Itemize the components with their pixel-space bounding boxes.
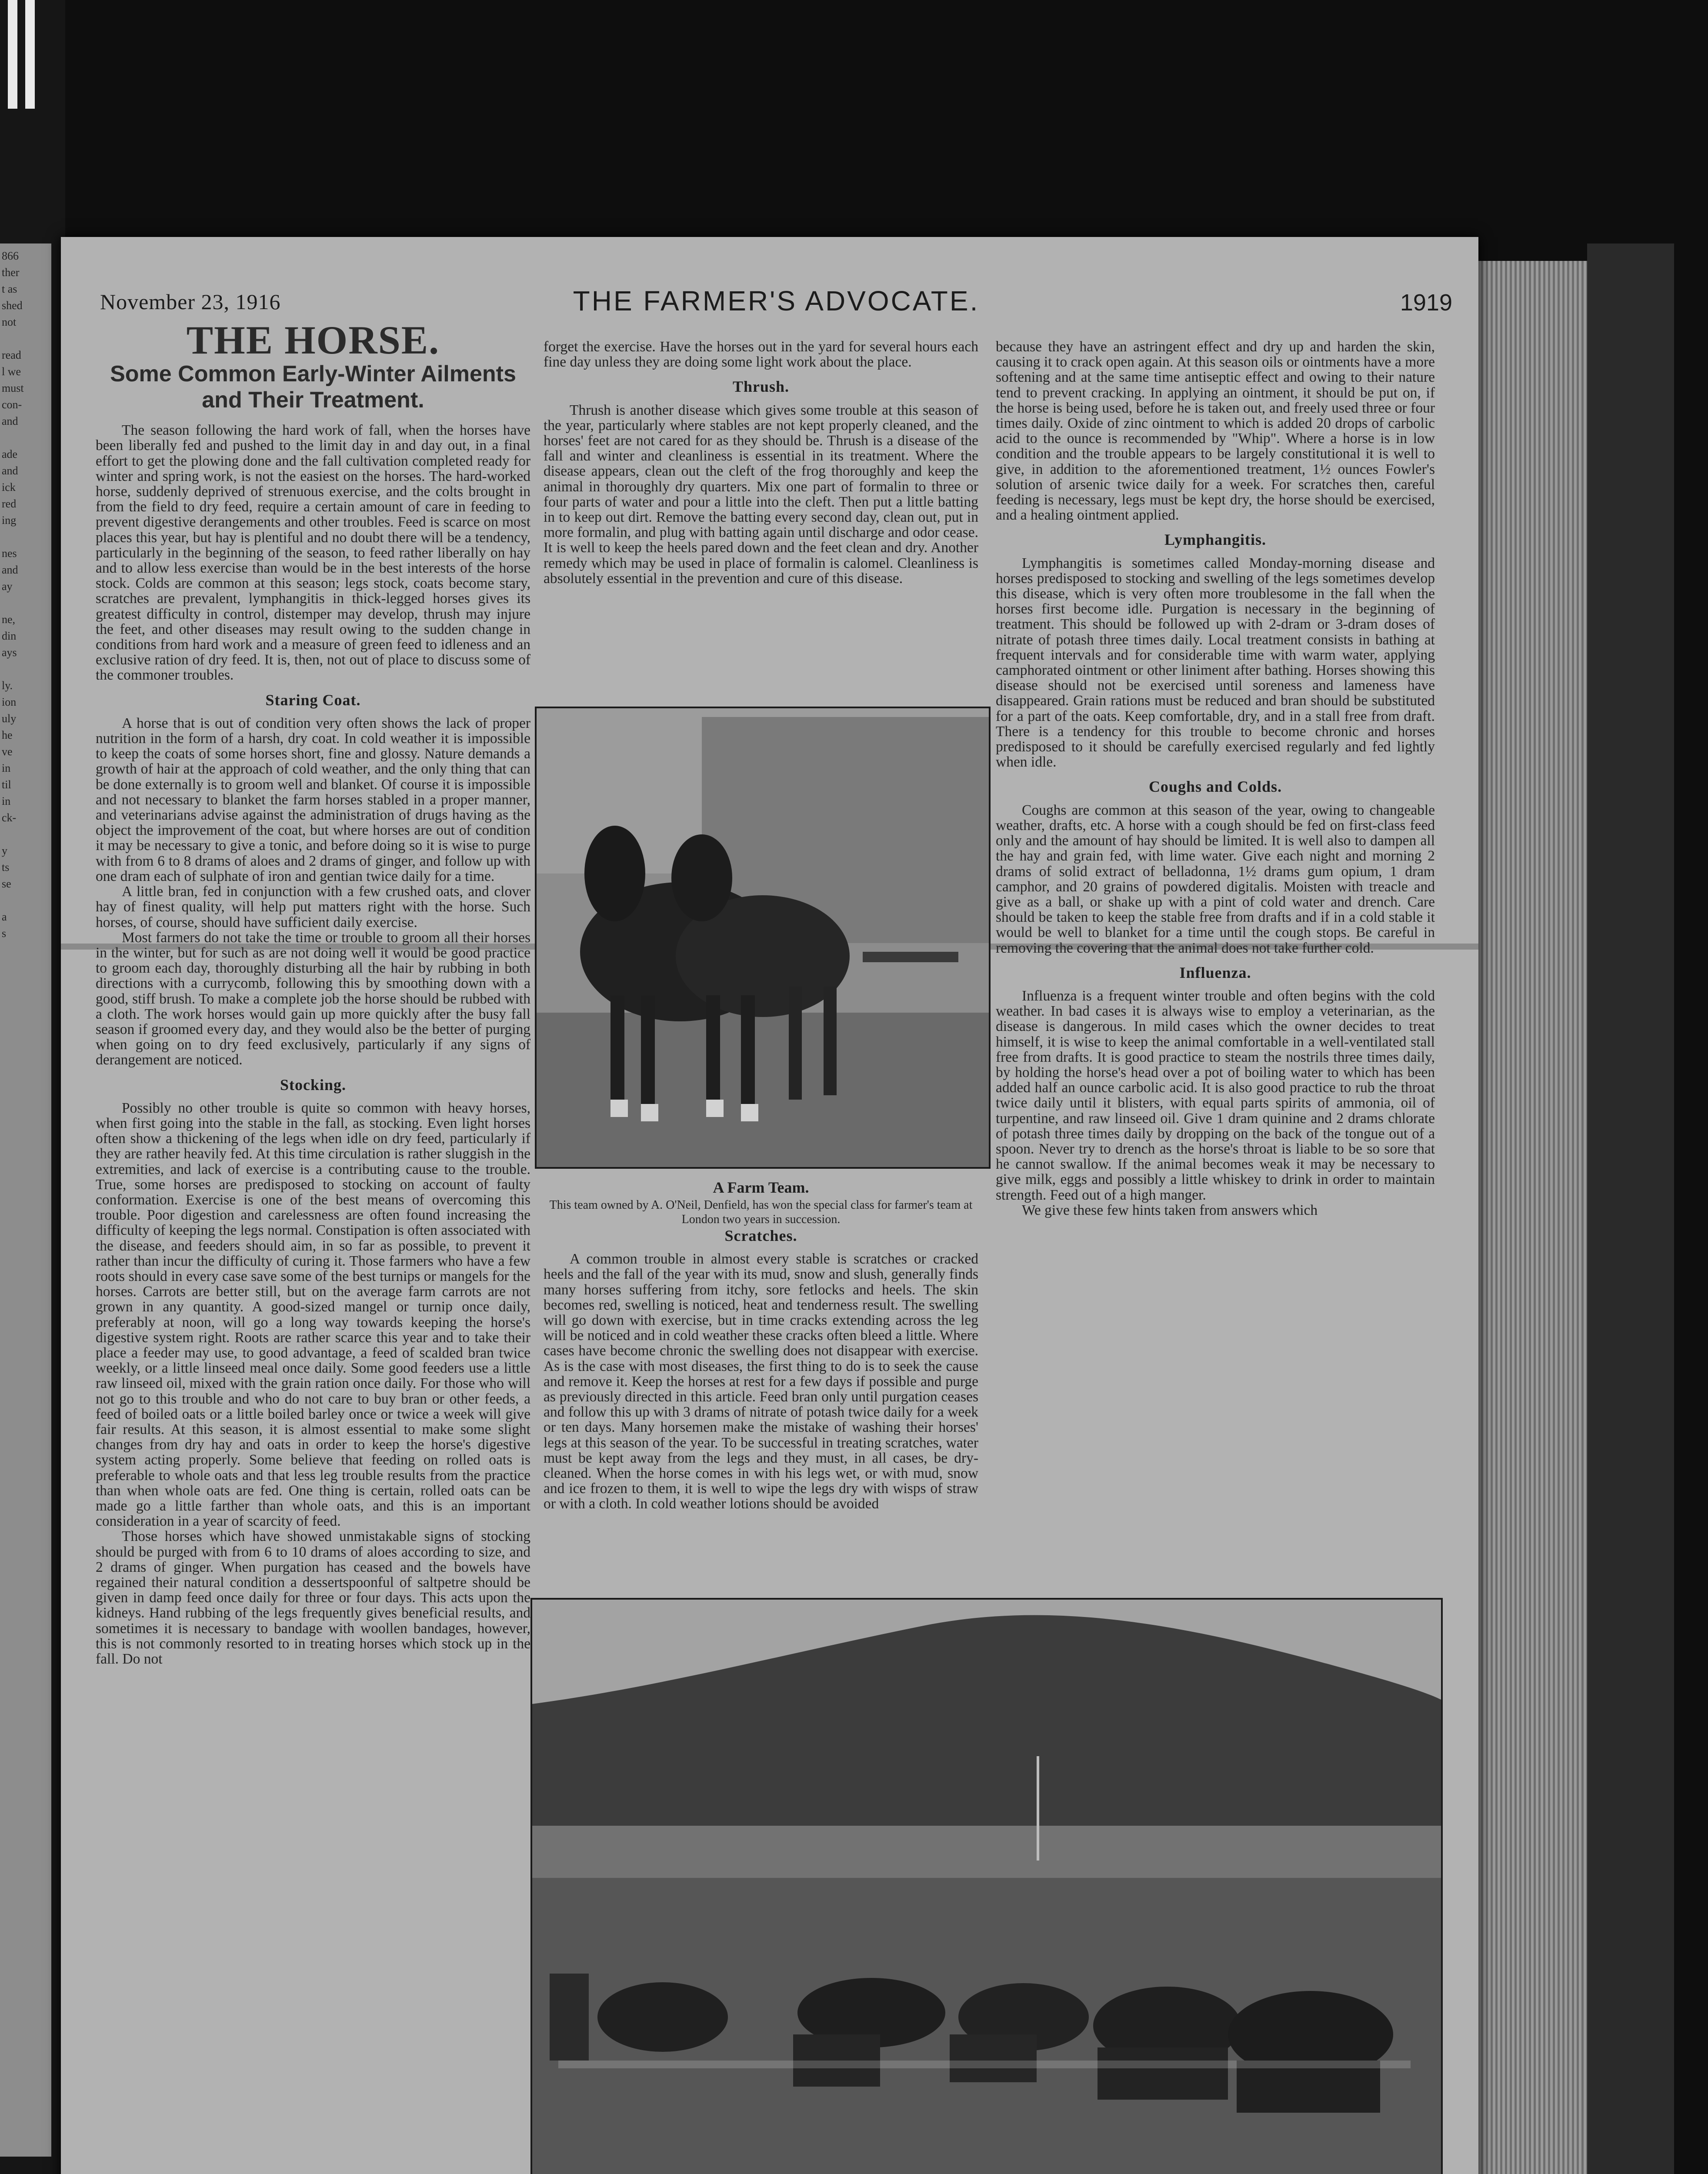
edge-text-fragment: must bbox=[2, 382, 24, 394]
paragraph: forget the exercise. Have the horses out in the yard for several hours each fine day unless they are doing some light work about the place. bbox=[544, 339, 978, 370]
department-heading: THE HORSE. bbox=[186, 318, 440, 362]
section-heading-influenza: Influenza. bbox=[1179, 964, 1251, 981]
edge-text-fragment: red bbox=[2, 497, 17, 510]
edge-text-fragment: he bbox=[2, 729, 13, 741]
paragraph: Most farmers do not take the time or trouble to groom all their horses in the winter, but for such as are not doing well it would be good practice to groom each day, thoroughly disturbing all the hair by rubbing in both directions with a currycomb, following this by smoothing down with a good, stiff brush. To make a complete job the horse should be rubbed with a cloth. The work horses would gain up more quickly after the busy fall season if groomed every day, and they would also be the better of purging when going on to dry feed exclusively, particularly if any signs of derangement are noticed. bbox=[96, 929, 530, 1068]
film-sprocket bbox=[8, 0, 17, 109]
edge-text-fragment: 866 bbox=[2, 250, 19, 262]
edge-text-fragment: ther bbox=[2, 266, 20, 279]
edge-text-fragment: ion bbox=[2, 696, 17, 708]
edge-text-fragment: in bbox=[2, 762, 11, 774]
edge-text-fragment: ing bbox=[2, 514, 17, 527]
edge-text-fragment: y bbox=[2, 844, 7, 857]
edge-text-fragment: and bbox=[2, 464, 18, 477]
section-heading-coughs-and-colds: Coughs and Colds. bbox=[1148, 778, 1282, 796]
farm-team-photo bbox=[535, 707, 991, 1169]
edge-text-fragment bbox=[2, 529, 50, 545]
paragraph: Possibly no other trouble is quite so common with heavy horses, when first going into the stable in the fall, as stocking. Even light horses often show a thickening of the legs when idle on dry feed, particularly if they are rather heavily fed. At this time circulation is rather sluggish in the extremities, and lack of exercise is a contributing cause to the trouble. True, some horses are predisposed to stocking on account of faulty conformation. Exercise is one of the best means of overcoming this trouble. Poor digestion and carelessness are often found increasing the difficulty of keeping the legs normal. Constipation is often associated with the disease, and feeders should aim, in so far as possible, to prevent it rather than incur the difficulty of curing it. Those farmers who have a few roots should in every case save some of the best turnips or mangels for the horses. Carrots are better still, but on the average farm carrots are not grown in any quantity. A good-sized mangel or turnip once daily, preferably at noon, will go a long way towards keeping the horse's digestive system right. Roots are rather scarce this year and to take their place a feeder may use, to good advantage, a feed of scalded bran twice weekly, or a little linseed meal once daily. Some good feeders use a little raw linseed oil, mixed with the grain ration once daily. For those who will not go to this trouble and who do not care to buy bran or other feeds, a feed of boiled oats or a little boiled barley once or twice a week will give fair results. At this season, it is almost essential to make some slight changes from dry hay and oats in order to keep the horse's digestive system acting properly. Some believe that feeding on rolled oats is preferable to whole oats and that less leg trouble results from the practice than when whole oats are fed. One thing is certain, rolled oats can be made go a little farther than whole oats, and this is an important consideration in a year of scarcity of feed. bbox=[96, 1100, 530, 1530]
edge-text-fragment: con- bbox=[2, 398, 22, 411]
edge-text-fragment: ts bbox=[2, 861, 10, 874]
book-edge-shadow bbox=[1587, 243, 1674, 2174]
newspaper-page bbox=[61, 237, 1478, 2174]
edge-text-fragment: shed bbox=[2, 299, 23, 312]
edge-text-fragment bbox=[2, 892, 50, 909]
column-3 bbox=[996, 339, 1435, 1218]
edge-text-fragment: ick bbox=[2, 481, 16, 493]
paragraph: Lymphangitis is sometimes called Monday-morning disease and horses predisposed to stocking and swelling of the legs sometimes develop this disease, which is very often more troublesome in the fall when the horses first become idle. Purgation is necessary in the beginning of treatment. This should be followed up with 2-dram or 3-dram doses of nitrate of potash three times daily. Local treatment consists in bathing at frequent intervals and for considerable time with warm water, applying camphorated ointment or other liniment after bathing. Horses showing this disease should not be exercised until soreness and lameness have disappeared. Grain rations must be reduced and bran should be substituted for a part of the oats. Keep comfortable, dry, and in a stall free from draft. There is a tendency for this trouble to become chronic and horses predisposed to it should be carefully exercised regularly and fed lightly when idle. bbox=[996, 555, 1435, 770]
edge-text-fragment: not bbox=[2, 316, 17, 328]
paragraph: A common trouble in almost every stable is scratches or cracked heels and the fall of the year with its mud, snow and slush, generally finds many horses suffering from itchy, sore fetlocks and heels. The skin becomes red, swelling is noticed, heat and tenderness result. The swelling will go down with exercise, but in time cracks extending across the leg will be noticed and in cold weather these cracks often bleed a little. Where cases have become chronic the swelling does not disappear with exercise. As is the case with most diseases, the first thing to do is to seek the cause and remove it. Keep the horses at rest for a few days if possible and purge as previously directed in this article. Feed bran only until purgation ceases and follow this up with 3 drams of nitrate of potash twice daily for a week or ten days. Many horsemen make the mistake of washing their horses' legs at this season of the year. To be successful in treating scratches, water must be kept away from the legs and they must, in all cases, be dry-cleaned. When the horse comes in with his legs wet, or with mud, snow and ice frozen to them, it is well to wipe the legs dry with wisps of straw or with a cloth. In cold weather lotions should be avoided bbox=[544, 1251, 978, 1512]
clydesdales-photo bbox=[530, 1598, 1443, 2174]
edge-text-fragment: ays bbox=[2, 646, 17, 659]
farm-team-image bbox=[537, 708, 989, 1167]
section-heading-scratches: Scratches. bbox=[724, 1227, 797, 1244]
edge-text-fragment bbox=[2, 826, 50, 843]
edge-text-fragment bbox=[2, 942, 50, 958]
previous-page-edge bbox=[0, 243, 51, 2157]
photo-title-farm-team: A Farm Team. bbox=[713, 1179, 809, 1196]
column-1 bbox=[96, 318, 530, 1667]
book-page-edges bbox=[1478, 261, 1587, 2174]
section-heading-thrush: Thrush. bbox=[732, 378, 790, 396]
photo-caption-farm-team: This team owned by A. O'Neil, Denfield, has won the special class for farmer's team at London two years in succession. bbox=[549, 1198, 973, 1226]
edge-text-fragment: ay bbox=[2, 580, 13, 593]
edge-text-fragment: t as bbox=[2, 283, 17, 295]
edge-text-fragment: ade bbox=[2, 448, 18, 460]
edge-text-fragment bbox=[2, 661, 50, 677]
edge-text-fragment: read bbox=[2, 349, 21, 361]
paragraph: because they have an astringent effect and dry up and harden the skin, causing it to crack open again. At this season oils or ointments have a more softening and at the same time antiseptic effect and owing to their nature tend to prevent cracking. In applying an ointment, it should be put on, if the horse is being used, before he is taken out, and freely used three or four times daily. Oxide of zinc ointment to which is added 20 drops of carbolic acid to the ounce is recommended by "Whip". Where a horse is in low condition and the trouble appears to be largely constitutional it is well to give, in addition to the aforementioned treatment, 1½ ounces Fowler's solution of arsenic twice daily for a week. For scratches then, careful feeding is necessary, legs must be kept dry, the horse should be exercised, and a healing ointment applied. bbox=[996, 339, 1435, 523]
edge-text-fragment bbox=[2, 330, 50, 347]
page-header bbox=[100, 285, 1452, 320]
edge-text-fragment: se bbox=[2, 877, 11, 890]
section-heading-staring-coat: Staring Coat. bbox=[265, 691, 361, 709]
paragraph: Those horses which have showed unmistakable signs of stocking should be purged with from 6 to 10 drams of aloes according to size, and 2 drams of ginger. When purgation has ceased and the bowels have regained their natural condition a dessertspoonful of saltpetre should be given in damp feed once daily for three or four days. This acts upon the kidneys. Hand rubbing of the legs frequently gives beneficial results, and sometimes it is necessary to bandage with woollen bandages, however, this is not commonly resorted to in treating horses which stock up in the fall. Do not bbox=[96, 1528, 530, 1667]
article-intro: The season following the hard work of fall, when the horses have been liberally fed and pushed to the limit day in and day out, in a final effort to get the plowing done and the fall cultivation completed ready for winter and spring work, is not the easiest on the horses. The hard-worked horse, suddenly deprived of strenuous exercise, and the colts brought in from the field to dry feed, require a certain amount of care in feeding to prevent digestive derangements and other troubles. Feed is scarce on most places this year, but hay is plentiful and no doubt there will be a tendency, particularly in the beginning of the season, to feed rather liberally on hay and to allow less exercise than would be in the best interests of the horse stock. Colds are common at this season; legs stock, coats become stary, scratches are prevalent, lymphangitis in thick-legged horses gives its greatest difficulty in control, distemper may develop, thrush may injure the feet, and other diseases may result owing to the sudden change in conditions from hard work and a measure of green feed to idleness and an exclusive ration of dry feed. It is, then, not out of place to discuss some of the commoner troubles. bbox=[96, 422, 530, 684]
page-number: 1919 bbox=[1400, 290, 1452, 316]
paragraph: Coughs are common at this season of the year, owing to changeable weather, drafts, etc. A horse with a cough should be fed on first-class feed only and the amount of hay should be limited. It is well also to dampen all the hay and grain fed, with lime water. Give each night and morning 2 drams of solid extract of belladonna, 1½ drams gum opium, 1 dram camphor, and 20 grains of powdered digitalis. Moisten with treacle and give as a ball, or shake up with a pint of cold water and drench. Care should be taken to keep the stable free from drafts and if in a cold stable it would be well to blanket for a time until the cough stops. Be careful in removing the covering that the animal does not take further cold. bbox=[996, 802, 1435, 956]
edge-text-fragment: l we bbox=[2, 365, 21, 378]
column-2-top bbox=[544, 339, 978, 586]
edge-text-fragment: din bbox=[2, 630, 17, 642]
edge-text-fragment: s bbox=[2, 927, 7, 940]
edge-text-fragment: and bbox=[2, 415, 18, 427]
clydesdales-image bbox=[532, 1600, 1441, 2174]
article-title: Some Common Early-Winter Ailments and Their Treatment. bbox=[110, 361, 516, 413]
paragraph: A little bran, fed in conjunction with a few crushed oats, and clover hay of finest quality, will help put matters right with the horse. Such horses, of course, should have sufficient daily exercise. bbox=[96, 884, 530, 930]
edge-text-fragment: ly. bbox=[2, 679, 13, 692]
section-heading-stocking: Stocking. bbox=[280, 1076, 347, 1094]
film-sprocket bbox=[25, 0, 35, 109]
paragraph: Thrush is another disease which gives some trouble at this season of the year, particularly where stables are not kept properly cleaned, and the horses' feet are not cared for as they should be. Thrush is a disease of the fall and winter and cleanliness is essential in its treatment. Where the disease appears, clean out the cleft of the frog thoroughly and keep the animal in thoroughly dry quarters. Mix one part of formalin to three or four parts of water and pour a little into the cleft. Then put a little batting in to keep out dirt. Remove the batting every second day, clean out, put in more formalin, and plug with batting again until discharge and odor cease. It is well to keep the heels pared down and the feet clean and dry. Another remedy which may be used in place of formalin is calomel. Cleanliness is absolutely essential in the prevention and cure of this disease. bbox=[544, 402, 978, 587]
column-2-bottom bbox=[544, 1228, 978, 1512]
section-heading-lymphangitis: Lymphangitis. bbox=[1164, 531, 1267, 549]
edge-text-fragment: nes bbox=[2, 547, 17, 560]
edge-text-fragment: a bbox=[2, 910, 7, 923]
edge-text-fragment bbox=[2, 595, 50, 611]
edge-text-fragment bbox=[2, 430, 50, 446]
publication-title: THE FARMER'S ADVOCATE. bbox=[573, 285, 980, 317]
edge-text-fragment: and bbox=[2, 564, 18, 576]
paragraph: A horse that is out of condition very often shows the lack of proper nutrition in the form of a harsh, dry coat. In cold weather it is impossible to keep the coats of some horses short, fine and glossy. Nature demands a growth of hair at the approach of cold weather, and the only thing that can be done externally is to groom well and blanket. Of course it is impossible and not necessary to blanket the farm horses stabled in a proper manner, and veterinarians advise against the administration of drugs having as the object the improvement of the coat, but where horses are out of condition it may be necessary to give a tonic, and before doing so it is wise to purge with from 6 to 8 drams of aloes and 2 drams of ginger, and follow up with one dram each of sulphate of iron and gentian twice daily for a time. bbox=[96, 715, 530, 884]
edge-text-fragment: ne, bbox=[2, 613, 16, 626]
edge-text-fragment: ve bbox=[2, 745, 13, 758]
paragraph: We give these few hints taken from answers which bbox=[1022, 1202, 1318, 1218]
edge-text-fragment: ck- bbox=[2, 811, 17, 824]
paragraph: Influenza is a frequent winter trouble and often begins with the cold weather. In bad cases it is always wise to employ a veterinarian, as the disease is dangerous. In mild cases which the owner decides to treat himself, it is wise to keep the animal comfortable in a well-ventilated stall free from drafts. It is good practice to steam the nostrils three times daily, by holding the horse's head over a pot of boiling water to which has been added half an ounce carbolic acid. It is also good practice to rub the throat twice daily until it blisters, with equal parts spirits of ammonia, oil of turpentine, and raw linseed oil. Give 1 dram quinine and 2 drams chlorate of potash three times daily by dropping on the back of the tongue out of a spoon. Never try to drench as the horse's throat is liable to be so sore that he cannot swallow. If the animal becomes weak it may be necessary to give milk, eggs and possibly a little whiskey to drink in order to maintain strength. Feed out of a high manger. bbox=[996, 987, 1435, 1203]
edge-text-fragment: til bbox=[2, 778, 11, 791]
issue-date: November 23, 1916 bbox=[100, 290, 281, 314]
edge-text-fragment: uly bbox=[2, 712, 17, 725]
edge-text-fragment: in bbox=[2, 795, 11, 807]
